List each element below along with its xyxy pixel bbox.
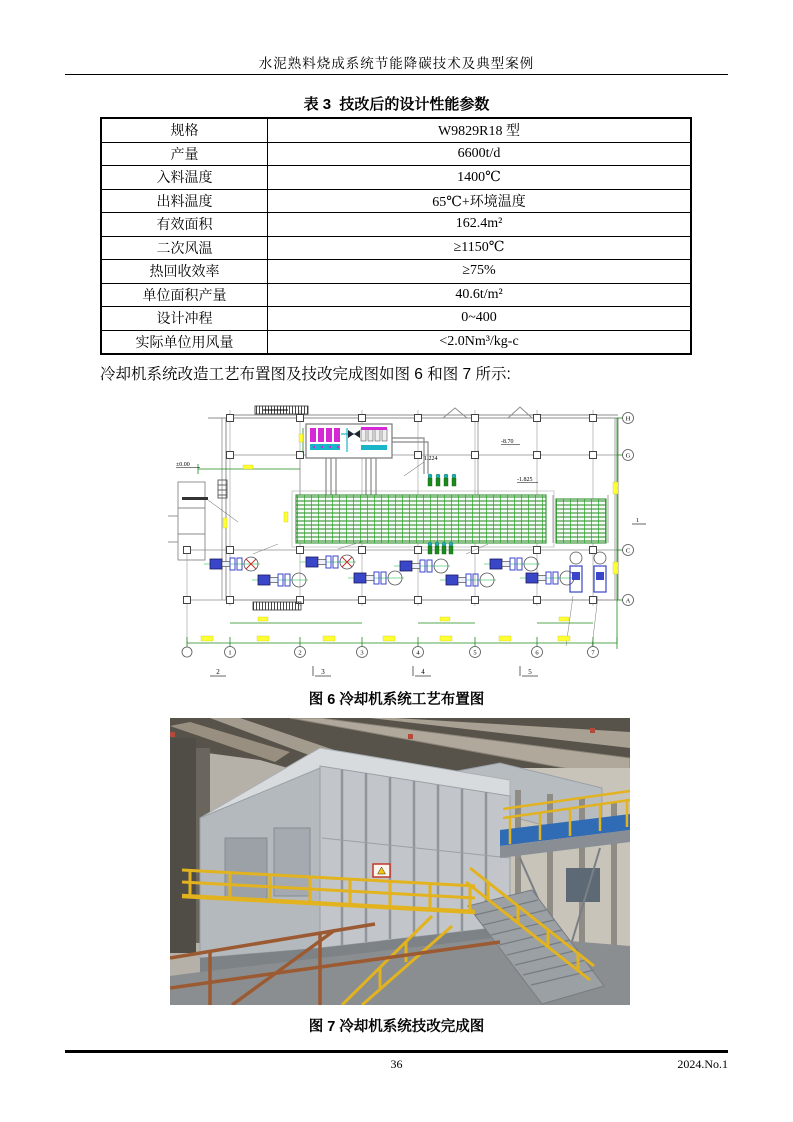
row-value: <2.0Nm³/kg-c bbox=[268, 330, 692, 354]
table-caption: 表 3 技改后的设计性能参数 bbox=[303, 96, 490, 113]
row-label: 规格 bbox=[101, 118, 268, 142]
svg-text:G: G bbox=[625, 452, 631, 460]
svg-text:4: 4 bbox=[421, 668, 425, 676]
fig7-caption: 图 7 冷却机系统技改完成图 bbox=[308, 1019, 485, 1035]
elev-1825-label: -1.825 bbox=[517, 477, 533, 483]
row-label: 产量 bbox=[101, 142, 268, 166]
svg-text:H: H bbox=[625, 415, 631, 423]
svg-text:A: A bbox=[625, 597, 631, 605]
grate-cooler bbox=[296, 495, 606, 543]
fig7-photo bbox=[170, 718, 630, 1005]
footer-issue-label: 2024.No.1 bbox=[677, 1057, 728, 1071]
row-label: 出料温度 bbox=[101, 189, 268, 213]
equipment-room bbox=[303, 424, 392, 458]
row-label: 设计冲程 bbox=[101, 307, 268, 331]
svg-text:3: 3 bbox=[321, 668, 325, 676]
row-label: 单位面积产量 bbox=[101, 283, 268, 307]
row-label: 入料温度 bbox=[101, 166, 268, 190]
elev-zero-label: ±0.00 bbox=[176, 462, 190, 468]
row-value: ≥75% bbox=[268, 260, 692, 284]
svg-text:C: C bbox=[625, 547, 631, 555]
svg-text:5: 5 bbox=[473, 649, 477, 657]
row-label: 热回收效率 bbox=[101, 260, 268, 284]
svg-text:5: 5 bbox=[528, 668, 532, 676]
row-label: 实际单位用风量 bbox=[101, 330, 268, 354]
table-row bbox=[101, 330, 691, 354]
table-row bbox=[101, 283, 691, 307]
section-labels-bottom bbox=[210, 666, 538, 676]
row-value: 6600t/d bbox=[268, 142, 692, 166]
svg-text:1: 1 bbox=[228, 649, 232, 657]
row-label: 二次风温 bbox=[101, 236, 268, 260]
svg-text:2: 2 bbox=[298, 649, 302, 657]
table-row bbox=[101, 166, 691, 190]
svg-text:3: 3 bbox=[360, 649, 364, 657]
body-paragraph: 冷却机系统改造工艺布置图及技改完成图如图 6 和图 7 所示: bbox=[100, 366, 511, 383]
dim-1224-label: 1.224 bbox=[424, 456, 438, 462]
table-row bbox=[101, 236, 691, 260]
row-value: 162.4m² bbox=[268, 213, 692, 237]
footer-page-number: 36 bbox=[390, 1057, 403, 1071]
svg-text:4: 4 bbox=[416, 649, 420, 657]
fig6-caption: 图 6 冷却机系统工艺布置图 bbox=[308, 692, 485, 708]
vertical-fans bbox=[566, 552, 606, 646]
row-value: 0~400 bbox=[268, 307, 692, 331]
row-value: 40.6t/m² bbox=[268, 283, 692, 307]
svg-text:6: 6 bbox=[535, 649, 539, 657]
fig6-cad-drawing bbox=[168, 396, 650, 680]
page-header-title: 水泥熟料烧成系统节能降碳技术及典型案例 bbox=[258, 56, 535, 71]
table-row bbox=[101, 118, 691, 142]
section-mark-right: 1 bbox=[636, 518, 639, 524]
table-row bbox=[101, 260, 691, 284]
table-row bbox=[101, 142, 691, 166]
table-row bbox=[101, 307, 691, 331]
table-row bbox=[101, 189, 691, 213]
row-label: 有效面积 bbox=[101, 213, 268, 237]
grid-bubble-letters bbox=[626, 416, 631, 605]
row-value: W9829R18 型 bbox=[268, 118, 692, 142]
row-value: ≥1150℃ bbox=[268, 236, 692, 260]
grid-bubbles-right bbox=[617, 413, 634, 606]
table-row bbox=[101, 213, 691, 237]
spec-table bbox=[100, 117, 692, 355]
svg-text:7: 7 bbox=[591, 649, 595, 657]
row-value: 1400℃ bbox=[268, 166, 692, 190]
cooling-fans-row bbox=[204, 541, 606, 646]
elev-870-label: -8.70 bbox=[501, 439, 514, 445]
header-divider bbox=[65, 74, 728, 75]
footer-divider bbox=[65, 1050, 728, 1053]
row-value: 65℃+环境温度 bbox=[268, 189, 692, 213]
warning-sign bbox=[373, 864, 390, 877]
svg-text:2: 2 bbox=[216, 668, 220, 676]
